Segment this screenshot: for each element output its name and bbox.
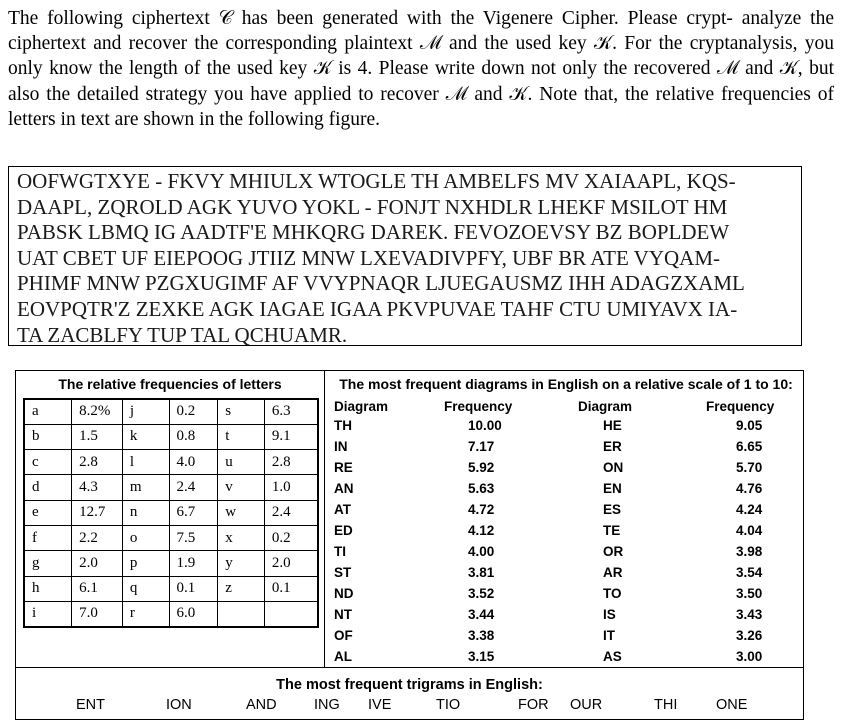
letter-cell: p — [122, 551, 169, 576]
intro-line: down not only the recovered ℳ and 𝒦, but also the detailed strategy you have applied — [8, 58, 834, 105]
diagram-row — [16, 544, 805, 564]
diagram-frequency-cell: 3.38 — [468, 628, 495, 643]
trigram-item: FOR — [518, 697, 549, 713]
intro-line: For the cryptanalysis, you only know the length of the used key 𝒦 is 4. Please write — [8, 33, 834, 80]
frequency-cell: 2.4 — [264, 500, 318, 525]
trigram-item: AND — [246, 697, 277, 713]
frequency-cell: 1.0 — [264, 475, 318, 500]
intro-line: to recover ℳ and 𝒦. Note that, the relative frequencies of letters in text are shown in — [8, 83, 834, 130]
letter-cell: f — [24, 525, 72, 550]
letter-cell: m — [122, 475, 169, 500]
letter-cell: o — [122, 525, 169, 550]
diagram-cell: AT — [334, 502, 351, 517]
letter-cell: d — [24, 475, 72, 500]
diagram-cell: OR — [603, 544, 624, 559]
frequency-cell: 9.1 — [264, 424, 318, 449]
diagram-frequency-cell: 3.15 — [468, 649, 495, 664]
trigram-item: OUR — [570, 697, 603, 713]
frequency-cell: 2.0 — [72, 551, 123, 576]
diagram-frequency-cell: 6.65 — [736, 439, 763, 454]
diagram-row — [16, 565, 805, 585]
diagram-frequency-cell: 3.00 — [736, 649, 763, 664]
diagram-row — [16, 481, 805, 501]
diagram-cell: ND — [334, 586, 354, 601]
letter-cell: c — [24, 450, 72, 475]
frequency-cell: 6.0 — [169, 601, 218, 626]
diagram-row — [16, 523, 805, 543]
diagram-cell: IS — [603, 607, 616, 622]
intro-line: The following ciphertext 𝒞 has been generated with the Vigenere Cipher. Please crypt- — [8, 8, 733, 29]
diagram-cell: HE — [603, 418, 622, 433]
ciphertext-line: PHIMF MNW PZGXUGIMF AF VVYPNAQR LJUEGAUSMZ IHH ADAGZXAML — [17, 271, 745, 296]
diagram-frequency-cell: 9.05 — [736, 418, 763, 433]
frequency-header: Frequency — [444, 399, 513, 414]
diagram-row — [16, 439, 805, 459]
diagram-frequency-cell: 4.12 — [468, 523, 495, 538]
letter-freq-title: The relative frequencies of letters — [58, 376, 282, 392]
letter-cell: s — [218, 399, 265, 424]
frequency-cell: 0.8 — [169, 424, 218, 449]
frequency-header: Frequency — [706, 399, 775, 414]
trigram-title: The most frequent trigrams in English: — [276, 677, 543, 693]
trigram-item: ONE — [716, 697, 748, 713]
diagram-frequency-cell: 4.72 — [468, 502, 495, 517]
ciphertext-line: OOFWGTXYE - FKVY MHIULX WTOGLE TH AMBELFS MV XAIAAPL, KQS- — [17, 169, 736, 193]
diagram-frequency-cell: 3.43 — [736, 607, 763, 622]
diagram-row — [16, 418, 805, 438]
diagram-cell: NT — [334, 607, 352, 622]
frequency-figure — [15, 370, 804, 720]
diagram-cell: TI — [334, 544, 346, 559]
letter-cell: z — [218, 576, 265, 601]
diagram-frequency-cell: 3.52 — [468, 586, 495, 601]
frequency-cell: 2.8 — [72, 450, 123, 475]
diagram-row — [16, 586, 805, 606]
diagram-row — [16, 649, 805, 669]
intro-line: the following figure. — [219, 108, 381, 130]
diagram-frequency-cell: 4.24 — [736, 502, 763, 517]
diagram-cell: EN — [603, 481, 622, 496]
diagram-frequency-cell: 3.44 — [468, 607, 495, 622]
diagram-cell: ER — [603, 439, 622, 454]
letter-cell: r — [122, 601, 169, 626]
diagram-row — [16, 607, 805, 627]
letter-cell: q — [122, 576, 169, 601]
diagram-frequency-cell: 3.98 — [736, 544, 763, 559]
letter-cell: n — [122, 500, 169, 525]
letter-cell: h — [24, 576, 72, 601]
letter-cell: u — [218, 450, 265, 475]
frequency-cell: 6.7 — [169, 500, 218, 525]
diagram-frequency-cell: 7.17 — [468, 439, 495, 454]
frequency-cell: 12.7 — [72, 500, 123, 525]
ciphertext-box — [8, 166, 802, 346]
letter-cell: y — [218, 551, 265, 576]
frequency-cell: 1.5 — [72, 424, 123, 449]
letter-cell: x — [218, 525, 265, 550]
diagram-cell: ST — [334, 565, 352, 580]
letter-cell: w — [218, 500, 265, 525]
diagram-freq-title: The most frequent diagrams in English on a relative scale of 1 to 10: — [339, 376, 793, 392]
letter-cell: a — [24, 399, 72, 424]
diagram-cell: TO — [603, 586, 622, 601]
letter-cell: j — [122, 399, 169, 424]
frequency-cell: 2.8 — [264, 450, 318, 475]
diagram-row — [16, 628, 805, 648]
frequency-cell: 7.5 — [169, 525, 218, 550]
ciphertext-line: DAAPL, ZQROLD AGK YUVO YOKL - FONJT NXHDLR LHEKF MSILOT HM — [17, 194, 728, 219]
letter-cell: g — [24, 551, 72, 576]
diagram-cell: RE — [334, 460, 353, 475]
trigram-item: TIO — [436, 697, 461, 713]
frequency-cell: 0.2 — [264, 525, 318, 550]
intro-line: analyze the ciphertext and recover the corresponding plaintext ℳ and the used key 𝒦. — [8, 8, 834, 55]
frequency-cell: 4.0 — [169, 450, 218, 475]
diagram-cell: TH — [334, 418, 352, 433]
diagram-cell: IN — [334, 439, 348, 454]
trigram-item: ION — [166, 697, 192, 713]
diagram-frequency-cell: 3.81 — [468, 565, 495, 580]
diagram-cell: AR — [603, 565, 623, 580]
trigram-item: ING — [314, 697, 340, 713]
letter-cell: i — [24, 601, 72, 626]
diagram-cell: IT — [603, 628, 615, 643]
frequency-cell: 2.0 — [264, 551, 318, 576]
diagram-frequency-cell: 3.50 — [736, 586, 763, 601]
problem-statement — [8, 6, 834, 132]
diagram-frequency-cell: 3.54 — [736, 565, 763, 580]
diagram-cell: TE — [603, 523, 621, 538]
diagram-cell: AN — [334, 481, 354, 496]
letter-cell: e — [24, 500, 72, 525]
problem-text — [8, 6, 834, 132]
diagram-header: Diagram — [578, 399, 633, 414]
diagram-frequency-cell: 5.63 — [468, 481, 495, 496]
letter-cell: v — [218, 475, 265, 500]
frequency-cell: 6.1 — [72, 576, 123, 601]
diagram-frequency-cell: 4.76 — [736, 481, 763, 496]
diagram-cell: ON — [603, 460, 624, 475]
trigram-item: THI — [654, 697, 678, 713]
letter-cell: b — [24, 424, 72, 449]
frequency-cell: 4.3 — [72, 475, 123, 500]
diagram-frequency-cell: 10.00 — [468, 418, 502, 433]
diagram-frequency-cell: 4.00 — [468, 544, 495, 559]
ciphertext-line: PABSK LBMQ IG AADTF'E MHKQRG DAREK. FEVOZOEVSY BZ BOPLDEW — [17, 220, 730, 245]
diagram-frequency-cell: 5.92 — [468, 460, 495, 475]
frequency-cell: 0.1 — [169, 576, 218, 601]
frequency-cell: 7.0 — [72, 601, 123, 626]
trigram-item: ENT — [76, 697, 105, 713]
trigram-item: IVE — [368, 697, 392, 713]
frequency-cell: 1.9 — [169, 551, 218, 576]
diagram-header: Diagram — [334, 399, 389, 414]
diagram-row — [16, 460, 805, 480]
diagram-cell: AL — [334, 649, 352, 664]
letter-cell: k — [122, 424, 169, 449]
diagram-frequency-cell: 4.04 — [736, 523, 763, 538]
frequency-cell: 2.4 — [169, 475, 218, 500]
diagram-cell: ED — [334, 523, 353, 538]
diagram-row — [16, 502, 805, 522]
diagram-cell: AS — [603, 649, 622, 664]
frequency-cell: 8.2% — [72, 399, 123, 424]
diagram-frequency-cell: 5.70 — [736, 460, 763, 475]
frequency-cell: 2.2 — [72, 525, 123, 550]
letter-cell: l — [122, 450, 169, 475]
ciphertext-line: TA ZACBLFY TUP TAL QCHUAMR. — [17, 322, 348, 347]
diagram-frequency-cell: 3.26 — [736, 628, 763, 643]
letter-cell: t — [218, 424, 265, 449]
ciphertext-line: EOVPQTR'Z ZEXKE AGK IAGAE IGAA PKVPUVAE TAHF CTU UMIYAVX IA- — [17, 296, 738, 321]
diagram-cell: ES — [603, 502, 622, 517]
ciphertext-line: UAT CBET UF EIEPOOG JTIIZ MNW LXEVADIVPFY, UBF BR ATE VYQAM- — [17, 245, 720, 270]
diagram-cell: OF — [334, 628, 353, 643]
frequency-cell: 0.1 — [264, 576, 318, 601]
frequency-cell: 6.3 — [264, 399, 318, 424]
frequency-cell: 0.2 — [169, 399, 218, 424]
